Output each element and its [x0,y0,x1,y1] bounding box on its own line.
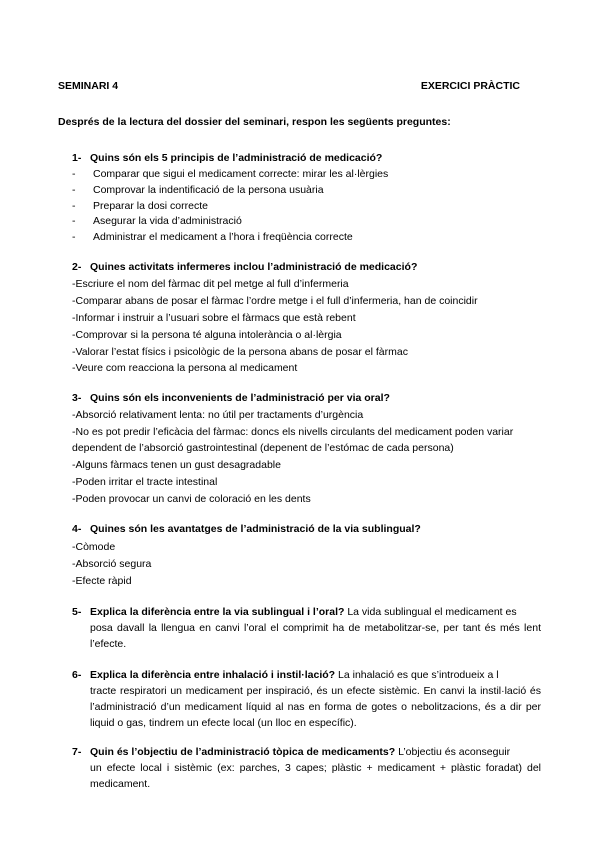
question-text: Quines són les avantatges de l’administració de la via sublingual? [90,523,421,535]
answer-line: -Alguns fàrmacs tenen un gust desagradable [72,459,281,471]
list-item-text: Preparar la dosi correcte [93,200,208,212]
answer-line: -Còmode [72,541,116,553]
answer-line: -Absorció segura [72,558,152,570]
question-number: 1- [72,152,82,164]
answer-continuation: un efecte local i sistèmic (ex: parches, 3 capes; plàstic + medicament + plàstic foradat) del medicament. [90,762,541,790]
list-item: - Asegurar la vida d’administració [72,215,242,227]
answer-line: -Escriure el nom del fàrmac dit pel metge al full d’infermeria [72,278,349,290]
list-item-text: Administrar el medicament a l’hora i freqüència correcte [93,231,353,243]
answer-line: -Comparar abans de posar el fàrmac l’ordre metge i el full d’infermeria, han de coincidir [72,295,478,307]
answer-line: -Informar i instruir a l’usuari sobre el fàrmacs que està rebent [72,312,356,324]
question-number: 2- [72,261,82,273]
answer-text: La vida sublingual el medicament es [344,606,517,618]
list-item-text: Comparar que sigui el medicament correcte: mirar les al·lèrgies [93,168,389,180]
question-5 [72,604,541,652]
question-number: 7- [72,746,82,758]
list-item: - Administrar el medicament a l’hora i freqüència correcte [72,231,353,243]
question-2 [72,259,417,275]
answer-line: dependent de l’absorció gastrointestinal (depenent de l’estómac de cada persona) [72,442,454,454]
question-text: Quins són els inconvenients de l’administració per via oral? [90,392,390,404]
list-item-text: Comprovar la indentificació de la persona usuària [93,184,324,196]
answer-text: L’objectiu és aconseguir [395,746,511,758]
seminar-title: SEMINARI 4 [58,80,119,92]
list-item-text: Asegurar la vida d’administració [93,215,242,227]
question-3 [72,390,390,406]
answer-line: -Veure com reacciona la persona al medicament [72,362,298,374]
answer-line: -Poden irritar el tracte intestinal [72,476,218,488]
list-item: - Preparar la dosi correcte [72,200,208,212]
list-item: - Comparar que sigui el medicament correcte: mirar les al·lèrgies [72,168,389,180]
answer-continuation: posa davall la llengua en canvi l’oral el comprimit ha de metabolitzar-se, per tant és més lent l’efecte. [90,622,541,650]
question-text: Quins són els 5 principis de l’administració de medicació? [90,152,383,164]
question-text: Quines activitats infermeres inclou l’administració de medicació? [90,261,418,273]
answer-line: -Poden provocar un canvi de coloració en les dents [72,493,311,505]
question-number: 5- [72,606,82,618]
question-text: Explica la diferència entre inhalació i instil·lació? [90,669,336,681]
question-4 [72,521,421,537]
question-number: 6- [72,669,82,681]
page-header [58,80,520,96]
answer-continuation: tracte respiratori un medicament per inspiració, és un efecte sistèmic. En canvi la instil·lació és l’administració d’un medicament líquid al nas en forma de gotes o nebolitzacions, és a dir per liquid o gas, tindrem un efecte local (un lloc en específic). [90,685,541,729]
question-6 [72,667,541,731]
answer-line: -Absorció relativament lenta: no útil per tractaments d’urgència [72,409,364,421]
question-number: 4- [72,523,82,535]
intro-instruction: Després de la lectura del dossier del seminari, respon les següents preguntes: [58,116,451,128]
answer-text: La inhalació es que s’introdueix a l [335,669,499,681]
exercise-title: EXERCICI PRÀCTIC [420,80,520,92]
answer-line: -Valorar l’estat físics i psicològic de la persona abans de posar el fàrmac [72,346,408,358]
question-text: Explica la diferència entre la via sublingual i l’oral? [90,606,345,618]
list-item: - Comprovar la indentificació de la persona usuària [72,184,324,196]
question-7 [72,744,541,792]
question-text: Quin és l’objectiu de l’administració tòpica de medicaments? [90,746,396,758]
question-number: 3- [72,392,82,404]
answer-line: -No es pot predir l’eficàcia del fàrmac: doncs els nivells circulants del medicament poden variar [72,426,514,438]
answer-line: -Comprovar si la persona té alguna intolerància o al·lèrgia [72,329,342,341]
question-1 [72,150,382,166]
answer-line: -Efecte ràpid [72,575,132,587]
